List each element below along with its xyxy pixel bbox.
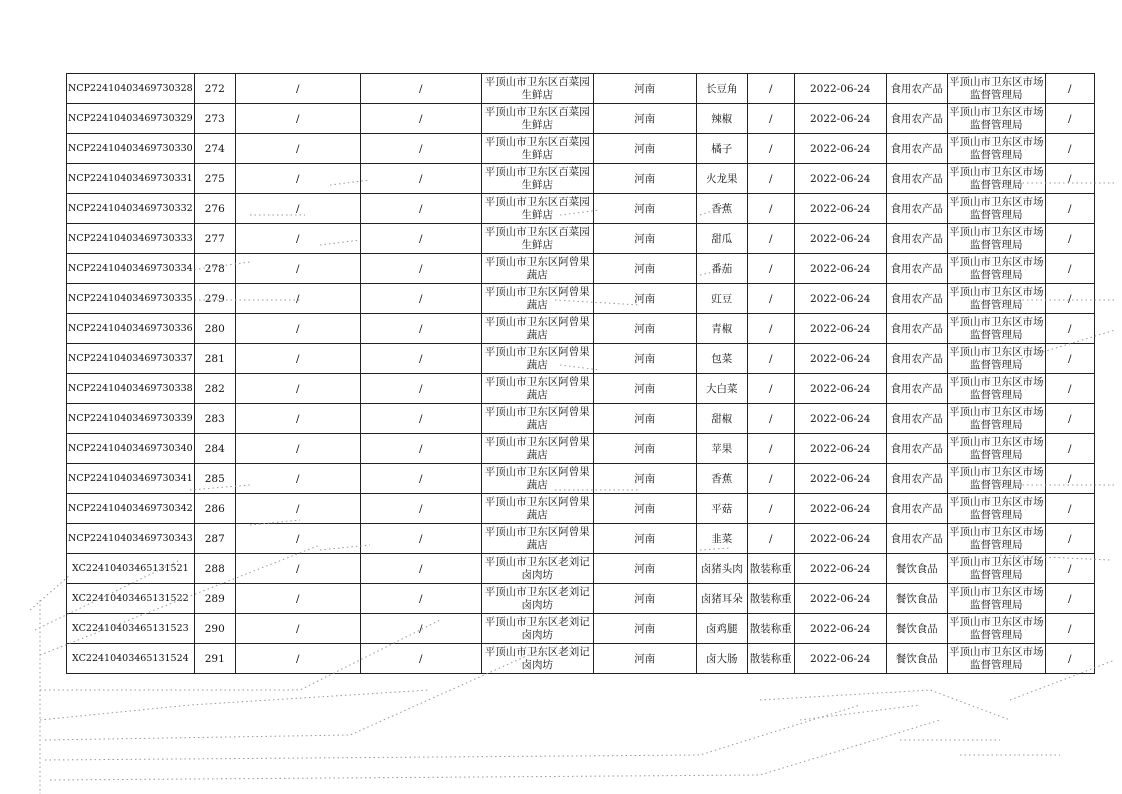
cell-specification: / bbox=[747, 74, 794, 104]
cell-sample-code: NCP22410403469730334 bbox=[67, 254, 195, 284]
cell-col-blank-2: / bbox=[360, 74, 481, 104]
table-row bbox=[67, 134, 1095, 164]
cell-specification: 散装称重 bbox=[747, 584, 794, 614]
cell-remark: / bbox=[1045, 224, 1094, 254]
cell-col-blank-2: / bbox=[360, 224, 481, 254]
cell-sampling-date: 2022-06-24 bbox=[794, 584, 886, 614]
cell-province: 河南 bbox=[593, 644, 696, 674]
cell-remark: / bbox=[1045, 374, 1094, 404]
cell-remark: / bbox=[1045, 494, 1094, 524]
cell-sampling-date: 2022-06-24 bbox=[794, 524, 886, 554]
cell-sample-code: NCP22410403469730335 bbox=[67, 284, 195, 314]
cell-sample-code: XC22410403465131523 bbox=[67, 614, 195, 644]
cell-remark: / bbox=[1045, 524, 1094, 554]
table-row bbox=[67, 404, 1095, 434]
cell-task-source: 平顶山市卫东区市场监督管理局 bbox=[947, 494, 1045, 524]
cell-col-blank-2: / bbox=[360, 164, 481, 194]
cell-col-blank-1: / bbox=[235, 404, 360, 434]
cell-serial-number: 279 bbox=[194, 284, 235, 314]
cell-col-blank-2: / bbox=[360, 134, 481, 164]
cell-col-blank-2: / bbox=[360, 194, 481, 224]
cell-task-source: 平顶山市卫东区市场监督管理局 bbox=[947, 134, 1045, 164]
cell-province: 河南 bbox=[593, 524, 696, 554]
table-body bbox=[67, 74, 1095, 674]
cell-sampled-unit: 平顶山市卫东区阿曾果蔬店 bbox=[481, 494, 593, 524]
cell-sampling-date: 2022-06-24 bbox=[794, 494, 886, 524]
cell-task-source: 平顶山市卫东区市场监督管理局 bbox=[947, 194, 1045, 224]
cell-province: 河南 bbox=[593, 404, 696, 434]
cell-serial-number: 283 bbox=[194, 404, 235, 434]
cell-serial-number: 280 bbox=[194, 314, 235, 344]
table-row bbox=[67, 554, 1095, 584]
cell-food-category: 食用农产品 bbox=[886, 344, 947, 374]
cell-sample-code: NCP22410403469730342 bbox=[67, 494, 195, 524]
cell-sample-name: 包菜 bbox=[696, 344, 747, 374]
cell-sample-name: 青椒 bbox=[696, 314, 747, 344]
cell-sample-name: 平菇 bbox=[696, 494, 747, 524]
cell-province: 河南 bbox=[593, 194, 696, 224]
table-row bbox=[67, 74, 1095, 104]
cell-sampled-unit: 平顶山市卫东区百菜园生鲜店 bbox=[481, 224, 593, 254]
cell-sample-code: XC22410403465131524 bbox=[67, 644, 195, 674]
cell-food-category: 食用农产品 bbox=[886, 464, 947, 494]
cell-specification: / bbox=[747, 344, 794, 374]
cell-specification: / bbox=[747, 404, 794, 434]
cell-serial-number: 284 bbox=[194, 434, 235, 464]
table-row bbox=[67, 644, 1095, 674]
table-row bbox=[67, 614, 1095, 644]
cell-sample-name: 苹果 bbox=[696, 434, 747, 464]
table-row bbox=[67, 494, 1095, 524]
cell-sample-name: 卤猪头肉 bbox=[696, 554, 747, 584]
cell-food-category: 食用农产品 bbox=[886, 524, 947, 554]
cell-serial-number: 291 bbox=[194, 644, 235, 674]
cell-province: 河南 bbox=[593, 374, 696, 404]
cell-food-category: 食用农产品 bbox=[886, 254, 947, 284]
cell-col-blank-2: / bbox=[360, 254, 481, 284]
cell-province: 河南 bbox=[593, 224, 696, 254]
cell-sampling-date: 2022-06-24 bbox=[794, 134, 886, 164]
cell-sampled-unit: 平顶山市卫东区阿曾果蔬店 bbox=[481, 434, 593, 464]
cell-sample-name: 香蕉 bbox=[696, 194, 747, 224]
cell-remark: / bbox=[1045, 104, 1094, 134]
cell-task-source: 平顶山市卫东区市场监督管理局 bbox=[947, 74, 1045, 104]
cell-sample-code: NCP22410403469730336 bbox=[67, 314, 195, 344]
table-row bbox=[67, 104, 1095, 134]
table-row bbox=[67, 224, 1095, 254]
cell-serial-number: 274 bbox=[194, 134, 235, 164]
table-row bbox=[67, 164, 1095, 194]
cell-task-source: 平顶山市卫东区市场监督管理局 bbox=[947, 164, 1045, 194]
cell-specification: / bbox=[747, 284, 794, 314]
cell-serial-number: 286 bbox=[194, 494, 235, 524]
cell-sample-name: 韭菜 bbox=[696, 524, 747, 554]
cell-serial-number: 290 bbox=[194, 614, 235, 644]
cell-serial-number: 285 bbox=[194, 464, 235, 494]
cell-col-blank-1: / bbox=[235, 104, 360, 134]
cell-sampling-date: 2022-06-24 bbox=[794, 614, 886, 644]
table-row bbox=[67, 464, 1095, 494]
cell-sample-code: NCP22410403469730328 bbox=[67, 74, 195, 104]
cell-specification: / bbox=[747, 164, 794, 194]
cell-sample-name: 长豆角 bbox=[696, 74, 747, 104]
cell-sampling-date: 2022-06-24 bbox=[794, 284, 886, 314]
cell-sample-name: 卤大肠 bbox=[696, 644, 747, 674]
cell-sampled-unit: 平顶山市卫东区百菜园生鲜店 bbox=[481, 194, 593, 224]
cell-col-blank-2: / bbox=[360, 344, 481, 374]
cell-food-category: 餐饮食品 bbox=[886, 614, 947, 644]
cell-serial-number: 288 bbox=[194, 554, 235, 584]
cell-sample-name: 香蕉 bbox=[696, 464, 747, 494]
cell-serial-number: 287 bbox=[194, 524, 235, 554]
cell-food-category: 食用农产品 bbox=[886, 434, 947, 464]
cell-sample-name: 甜椒 bbox=[696, 404, 747, 434]
cell-sample-code: NCP22410403469730339 bbox=[67, 404, 195, 434]
cell-specification: / bbox=[747, 464, 794, 494]
cell-col-blank-1: / bbox=[235, 524, 360, 554]
cell-task-source: 平顶山市卫东区市场监督管理局 bbox=[947, 254, 1045, 284]
cell-province: 河南 bbox=[593, 254, 696, 284]
cell-col-blank-1: / bbox=[235, 134, 360, 164]
cell-province: 河南 bbox=[593, 554, 696, 584]
cell-task-source: 平顶山市卫东区市场监督管理局 bbox=[947, 584, 1045, 614]
cell-province: 河南 bbox=[593, 344, 696, 374]
cell-col-blank-2: / bbox=[360, 104, 481, 134]
cell-remark: / bbox=[1045, 554, 1094, 584]
cell-remark: / bbox=[1045, 434, 1094, 464]
cell-sample-code: NCP22410403469730343 bbox=[67, 524, 195, 554]
cell-col-blank-2: / bbox=[360, 584, 481, 614]
cell-specification: / bbox=[747, 434, 794, 464]
cell-specification: / bbox=[747, 224, 794, 254]
cell-sample-code: NCP22410403469730338 bbox=[67, 374, 195, 404]
cell-col-blank-2: / bbox=[360, 524, 481, 554]
cell-sample-name: 卤猪耳朵 bbox=[696, 584, 747, 614]
cell-sampled-unit: 平顶山市卫东区阿曾果蔬店 bbox=[481, 374, 593, 404]
cell-task-source: 平顶山市卫东区市场监督管理局 bbox=[947, 374, 1045, 404]
cell-serial-number: 289 bbox=[194, 584, 235, 614]
cell-col-blank-1: / bbox=[235, 584, 360, 614]
cell-province: 河南 bbox=[593, 614, 696, 644]
cell-sample-name: 橘子 bbox=[696, 134, 747, 164]
cell-province: 河南 bbox=[593, 164, 696, 194]
cell-serial-number: 277 bbox=[194, 224, 235, 254]
cell-remark: / bbox=[1045, 584, 1094, 614]
cell-serial-number: 272 bbox=[194, 74, 235, 104]
cell-sampled-unit: 平顶山市卫东区阿曾果蔬店 bbox=[481, 314, 593, 344]
cell-col-blank-2: / bbox=[360, 404, 481, 434]
cell-province: 河南 bbox=[593, 314, 696, 344]
cell-remark: / bbox=[1045, 344, 1094, 374]
cell-specification: / bbox=[747, 134, 794, 164]
cell-sampled-unit: 平顶山市卫东区百菜园生鲜店 bbox=[481, 104, 593, 134]
cell-col-blank-1: / bbox=[235, 284, 360, 314]
cell-task-source: 平顶山市卫东区市场监督管理局 bbox=[947, 614, 1045, 644]
cell-serial-number: 273 bbox=[194, 104, 235, 134]
cell-sampled-unit: 平顶山市卫东区百菜园生鲜店 bbox=[481, 134, 593, 164]
cell-sampling-date: 2022-06-24 bbox=[794, 554, 886, 584]
cell-col-blank-2: / bbox=[360, 644, 481, 674]
cell-task-source: 平顶山市卫东区市场监督管理局 bbox=[947, 464, 1045, 494]
cell-specification: / bbox=[747, 374, 794, 404]
cell-col-blank-2: / bbox=[360, 284, 481, 314]
cell-sample-name: 甜瓜 bbox=[696, 224, 747, 254]
cell-food-category: 餐饮食品 bbox=[886, 644, 947, 674]
cell-remark: / bbox=[1045, 464, 1094, 494]
cell-remark: / bbox=[1045, 614, 1094, 644]
table-row bbox=[67, 434, 1095, 464]
cell-specification: 散装称重 bbox=[747, 644, 794, 674]
cell-sample-code: NCP22410403469730332 bbox=[67, 194, 195, 224]
cell-food-category: 食用农产品 bbox=[886, 224, 947, 254]
cell-province: 河南 bbox=[593, 104, 696, 134]
cell-food-category: 食用农产品 bbox=[886, 134, 947, 164]
cell-col-blank-1: / bbox=[235, 194, 360, 224]
cell-remark: / bbox=[1045, 314, 1094, 344]
table-row bbox=[67, 254, 1095, 284]
cell-food-category: 食用农产品 bbox=[886, 284, 947, 314]
cell-sampled-unit: 平顶山市卫东区阿曾果蔬店 bbox=[481, 284, 593, 314]
cell-sample-name: 卤鸡腿 bbox=[696, 614, 747, 644]
cell-col-blank-1: / bbox=[235, 314, 360, 344]
cell-province: 河南 bbox=[593, 74, 696, 104]
cell-task-source: 平顶山市卫东区市场监督管理局 bbox=[947, 434, 1045, 464]
cell-sample-name: 辣椒 bbox=[696, 104, 747, 134]
cell-sampled-unit: 平顶山市卫东区阿曾果蔬店 bbox=[481, 464, 593, 494]
cell-sampled-unit: 平顶山市卫东区老刘记卤肉坊 bbox=[481, 584, 593, 614]
cell-serial-number: 282 bbox=[194, 374, 235, 404]
cell-food-category: 食用农产品 bbox=[886, 494, 947, 524]
cell-col-blank-1: / bbox=[235, 374, 360, 404]
cell-sampled-unit: 平顶山市卫东区阿曾果蔬店 bbox=[481, 254, 593, 284]
table-row bbox=[67, 314, 1095, 344]
cell-task-source: 平顶山市卫东区市场监督管理局 bbox=[947, 314, 1045, 344]
cell-sampling-date: 2022-06-24 bbox=[794, 644, 886, 674]
cell-serial-number: 281 bbox=[194, 344, 235, 374]
cell-col-blank-1: / bbox=[235, 344, 360, 374]
cell-sampling-date: 2022-06-24 bbox=[794, 194, 886, 224]
table-row bbox=[67, 374, 1095, 404]
cell-specification: / bbox=[747, 494, 794, 524]
cell-col-blank-1: / bbox=[235, 164, 360, 194]
cell-sample-name: 火龙果 bbox=[696, 164, 747, 194]
cell-sample-code: XC22410403465131522 bbox=[67, 584, 195, 614]
cell-food-category: 食用农产品 bbox=[886, 164, 947, 194]
cell-serial-number: 275 bbox=[194, 164, 235, 194]
cell-specification: 散装称重 bbox=[747, 554, 794, 584]
cell-province: 河南 bbox=[593, 134, 696, 164]
cell-sampling-date: 2022-06-24 bbox=[794, 314, 886, 344]
cell-sampled-unit: 平顶山市卫东区阿曾果蔬店 bbox=[481, 524, 593, 554]
cell-sampling-date: 2022-06-24 bbox=[794, 224, 886, 254]
cell-sampling-date: 2022-06-24 bbox=[794, 164, 886, 194]
cell-sample-code: NCP22410403469730340 bbox=[67, 434, 195, 464]
cell-col-blank-2: / bbox=[360, 554, 481, 584]
cell-sample-code: NCP22410403469730329 bbox=[67, 104, 195, 134]
cell-food-category: 食用农产品 bbox=[886, 194, 947, 224]
cell-sample-code: XC22410403465131521 bbox=[67, 554, 195, 584]
cell-sample-code: NCP22410403469730337 bbox=[67, 344, 195, 374]
cell-food-category: 食用农产品 bbox=[886, 314, 947, 344]
cell-specification: 散装称重 bbox=[747, 614, 794, 644]
cell-col-blank-1: / bbox=[235, 74, 360, 104]
cell-sampling-date: 2022-06-24 bbox=[794, 374, 886, 404]
cell-sample-name: 豇豆 bbox=[696, 284, 747, 314]
cell-task-source: 平顶山市卫东区市场监督管理局 bbox=[947, 344, 1045, 374]
cell-col-blank-1: / bbox=[235, 554, 360, 584]
cell-food-category: 餐饮食品 bbox=[886, 584, 947, 614]
cell-col-blank-1: / bbox=[235, 434, 360, 464]
cell-food-category: 食用农产品 bbox=[886, 374, 947, 404]
cell-sample-code: NCP22410403469730330 bbox=[67, 134, 195, 164]
cell-sampling-date: 2022-06-24 bbox=[794, 74, 886, 104]
cell-remark: / bbox=[1045, 644, 1094, 674]
cell-province: 河南 bbox=[593, 584, 696, 614]
cell-sampled-unit: 平顶山市卫东区阿曾果蔬店 bbox=[481, 344, 593, 374]
cell-serial-number: 276 bbox=[194, 194, 235, 224]
cell-sampled-unit: 平顶山市卫东区阿曾果蔬店 bbox=[481, 404, 593, 434]
cell-task-source: 平顶山市卫东区市场监督管理局 bbox=[947, 404, 1045, 434]
cell-remark: / bbox=[1045, 404, 1094, 434]
cell-sample-name: 大白菜 bbox=[696, 374, 747, 404]
cell-col-blank-2: / bbox=[360, 374, 481, 404]
cell-col-blank-1: / bbox=[235, 494, 360, 524]
cell-sampling-date: 2022-06-24 bbox=[794, 434, 886, 464]
cell-food-category: 食用农产品 bbox=[886, 404, 947, 434]
table-row bbox=[67, 194, 1095, 224]
cell-province: 河南 bbox=[593, 464, 696, 494]
cell-sample-code: NCP22410403469730333 bbox=[67, 224, 195, 254]
cell-sampled-unit: 平顶山市卫东区老刘记卤肉坊 bbox=[481, 644, 593, 674]
cell-task-source: 平顶山市卫东区市场监督管理局 bbox=[947, 524, 1045, 554]
table-row bbox=[67, 584, 1095, 614]
cell-province: 河南 bbox=[593, 494, 696, 524]
cell-sampling-date: 2022-06-24 bbox=[794, 464, 886, 494]
table-row bbox=[67, 524, 1095, 554]
cell-specification: / bbox=[747, 524, 794, 554]
cell-sampled-unit: 平顶山市卫东区老刘记卤肉坊 bbox=[481, 554, 593, 584]
cell-task-source: 平顶山市卫东区市场监督管理局 bbox=[947, 104, 1045, 134]
cell-col-blank-1: / bbox=[235, 644, 360, 674]
cell-col-blank-2: / bbox=[360, 494, 481, 524]
cell-sampling-date: 2022-06-24 bbox=[794, 104, 886, 134]
cell-specification: / bbox=[747, 194, 794, 224]
cell-sampling-date: 2022-06-24 bbox=[794, 344, 886, 374]
cell-sampled-unit: 平顶山市卫东区老刘记卤肉坊 bbox=[481, 614, 593, 644]
cell-sampling-date: 2022-06-24 bbox=[794, 404, 886, 434]
table-row bbox=[67, 284, 1095, 314]
cell-specification: / bbox=[747, 314, 794, 344]
cell-col-blank-1: / bbox=[235, 254, 360, 284]
cell-remark: / bbox=[1045, 284, 1094, 314]
cell-serial-number: 278 bbox=[194, 254, 235, 284]
cell-remark: / bbox=[1045, 194, 1094, 224]
cell-remark: / bbox=[1045, 254, 1094, 284]
cell-col-blank-2: / bbox=[360, 464, 481, 494]
cell-col-blank-2: / bbox=[360, 314, 481, 344]
cell-sampled-unit: 平顶山市卫东区百菜园生鲜店 bbox=[481, 74, 593, 104]
cell-specification: / bbox=[747, 104, 794, 134]
cell-col-blank-1: / bbox=[235, 224, 360, 254]
cell-col-blank-1: / bbox=[235, 464, 360, 494]
cell-sample-name: 番茄 bbox=[696, 254, 747, 284]
table-row bbox=[67, 344, 1095, 374]
cell-sampling-date: 2022-06-24 bbox=[794, 254, 886, 284]
cell-remark: / bbox=[1045, 164, 1094, 194]
cell-sample-code: NCP22410403469730331 bbox=[67, 164, 195, 194]
cell-col-blank-1: / bbox=[235, 614, 360, 644]
cell-task-source: 平顶山市卫东区市场监督管理局 bbox=[947, 554, 1045, 584]
cell-task-source: 平顶山市卫东区市场监督管理局 bbox=[947, 644, 1045, 674]
cell-sampled-unit: 平顶山市卫东区百菜园生鲜店 bbox=[481, 164, 593, 194]
cell-col-blank-2: / bbox=[360, 614, 481, 644]
cell-task-source: 平顶山市卫东区市场监督管理局 bbox=[947, 284, 1045, 314]
cell-province: 河南 bbox=[593, 284, 696, 314]
cell-specification: / bbox=[747, 254, 794, 284]
cell-food-category: 餐饮食品 bbox=[886, 554, 947, 584]
cell-task-source: 平顶山市卫东区市场监督管理局 bbox=[947, 224, 1045, 254]
cell-province: 河南 bbox=[593, 434, 696, 464]
cell-food-category: 食用农产品 bbox=[886, 74, 947, 104]
cell-sample-code: NCP22410403469730341 bbox=[67, 464, 195, 494]
cell-col-blank-2: / bbox=[360, 434, 481, 464]
cell-food-category: 食用农产品 bbox=[886, 104, 947, 134]
cell-remark: / bbox=[1045, 134, 1094, 164]
sampling-results-table bbox=[66, 73, 1095, 674]
cell-remark: / bbox=[1045, 74, 1094, 104]
